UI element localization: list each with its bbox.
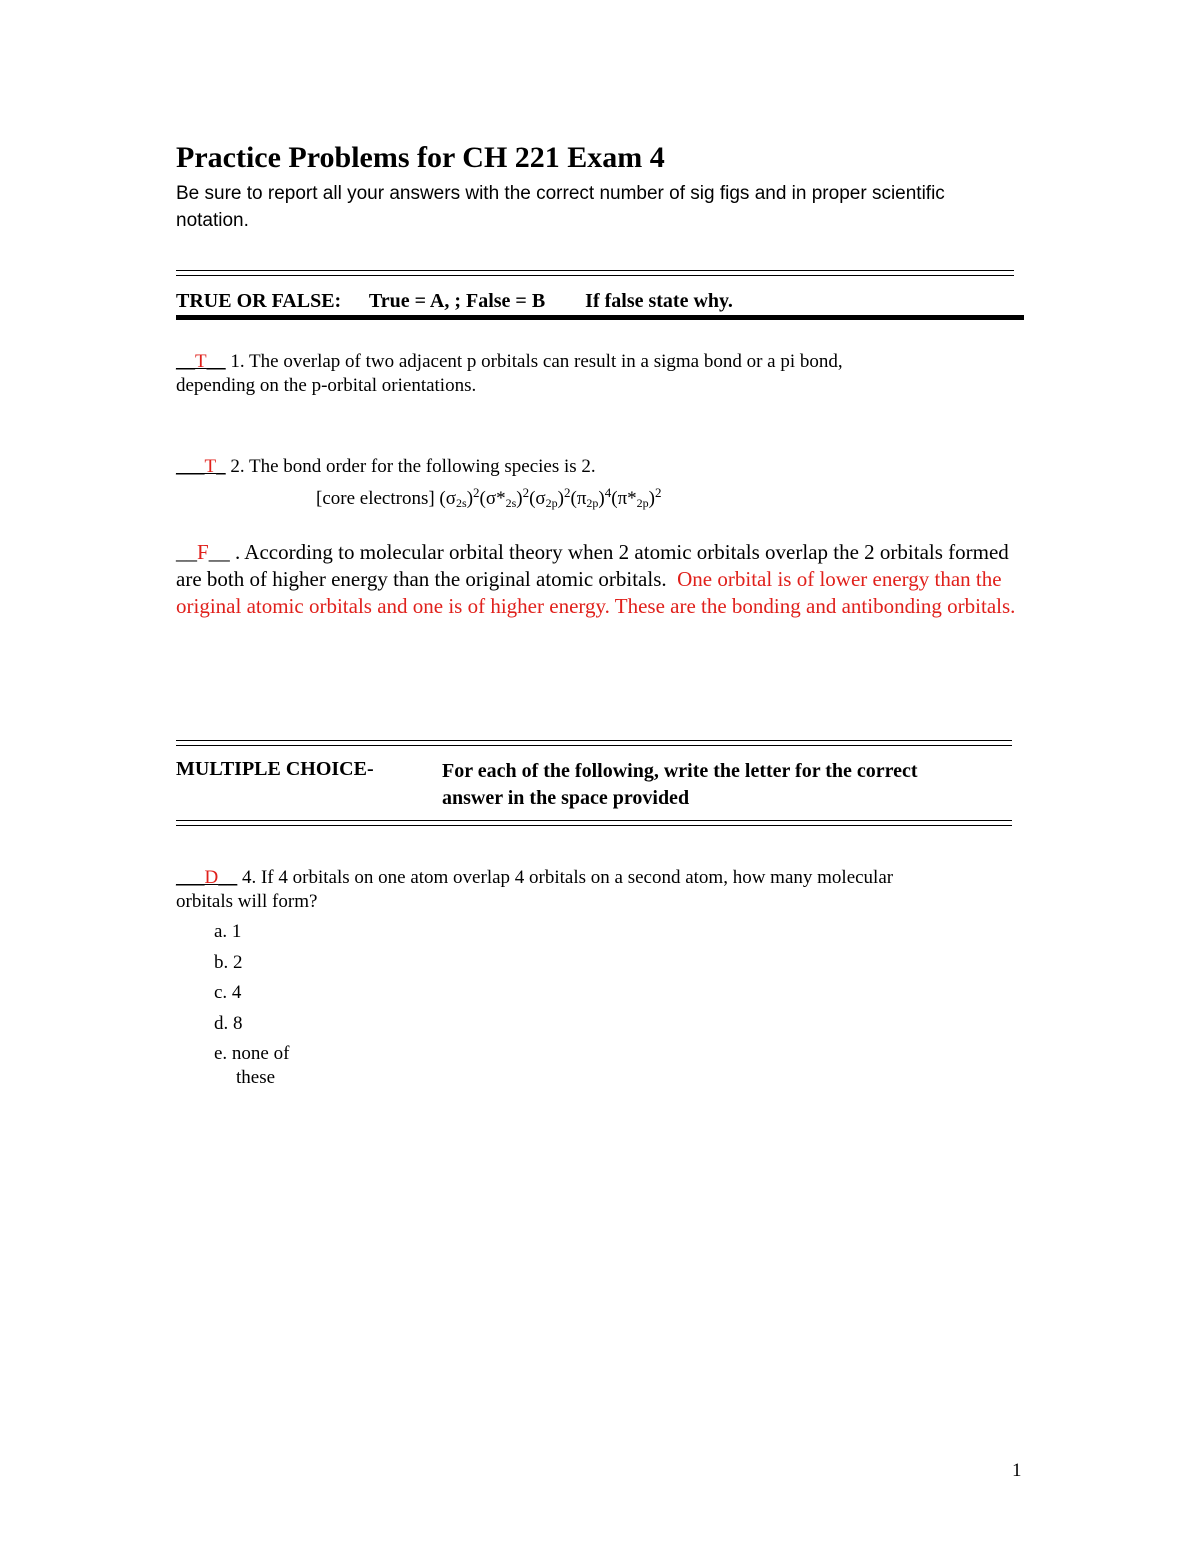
page-title: Practice Problems for CH 221 Exam 4 — [176, 141, 665, 174]
page-instructions: Be sure to report all your answers with the correct number of sig figs and in proper scientific notation. — [176, 183, 945, 231]
answer-blank: ___D__ — [176, 867, 238, 888]
multiple-choice-instruction: For each of the following, write the letter for the correct answer in the space provided — [442, 760, 918, 809]
answer-blank: ___T_ — [176, 456, 226, 477]
section-divider-top — [176, 745, 1012, 746]
question-text: 4. If 4 orbitals on one atom overlap 4 orbitals on a second atom, how many molecular — [237, 867, 894, 888]
answer-value: D — [204, 867, 219, 888]
choice-c: c. 4 — [214, 982, 242, 1003]
choice-b: b. 2 — [214, 951, 243, 973]
question-text-continued: orbitals will form? — [176, 891, 318, 912]
true-false-heading — [176, 290, 733, 313]
multiple-choice-label: MULTIPLE CHOICE- — [176, 758, 374, 780]
answer-blank: __F__ — [176, 540, 230, 564]
choice-a: a. 1 — [214, 921, 242, 942]
question-2 — [176, 455, 1006, 479]
answer-explanation: One orbital is of lower energy than the original atomic orbitals and one is of higher energy. These are the bonding and antibonding orbitals. — [176, 567, 1016, 618]
section-divider-top — [176, 740, 1012, 741]
choice-d: d. 8 — [214, 1012, 243, 1034]
answer-value: F — [197, 540, 209, 564]
question-text-continued: depending on the p-orbital orientations. — [176, 375, 477, 396]
true-false-instruction: If false state why. — [585, 290, 733, 312]
section-divider-bottom — [176, 820, 1012, 821]
answer-value: T — [204, 456, 217, 477]
section-divider-bottom — [176, 315, 1024, 320]
electron-configuration: [core electrons] $(\sigma_{2s})^2(\sigma*_{2s})^2(\sigma_{2p})^2(\pi_{2p})^4(\pi*_{2p})^2$ — [316, 485, 662, 510]
question-text: . According to molecular orbital theory when 2 atomic orbitals overlap the 2 orbitals formed are both of higher energy than the original atomic orbitals. — [176, 540, 1009, 591]
true-false-key: True = A, ; False = B — [368, 290, 546, 312]
page-number: 1 — [1012, 1460, 1022, 1481]
section-divider-top — [176, 270, 1014, 271]
question-text: The overlap of two adjacent p orbitals can result in a sigma bond or a pi bond, — [249, 351, 843, 372]
question-number: 1. — [225, 351, 245, 372]
question-3 — [176, 539, 1028, 620]
answer-choices — [214, 920, 290, 1088]
answer-value: T — [195, 351, 207, 372]
question-text: 2. The bond order for the following species is 2. — [225, 456, 596, 477]
section-divider-bottom — [176, 825, 1012, 826]
section-divider-top — [176, 275, 1014, 276]
true-false-label: TRUE OR FALSE: — [176, 290, 342, 312]
question-1 — [176, 350, 1006, 398]
answer-blank: __T__ — [176, 351, 226, 372]
question-4 — [176, 866, 1016, 914]
choice-e: e. none of these — [214, 1043, 290, 1088]
